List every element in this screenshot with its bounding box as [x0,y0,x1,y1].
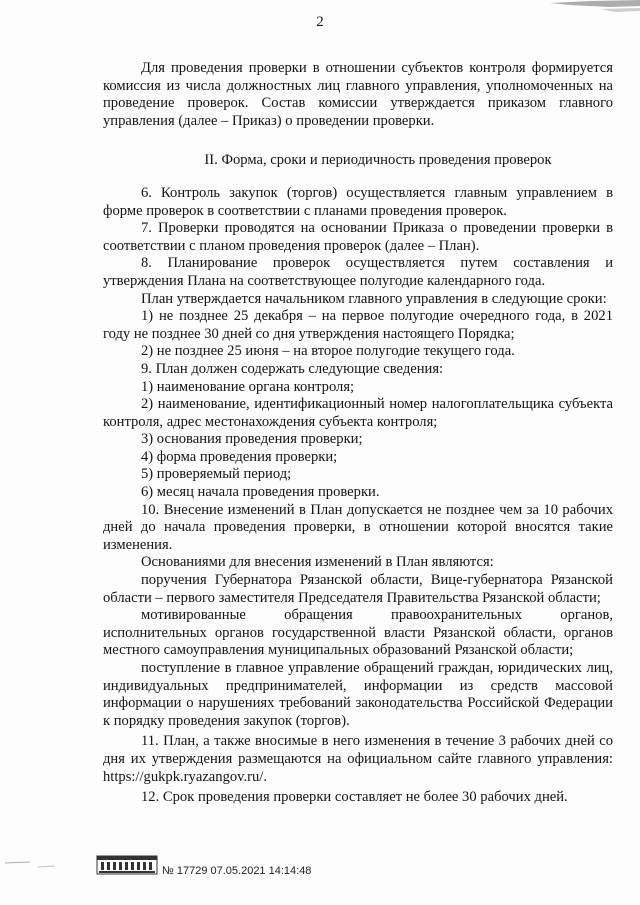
government-building-stamp-icon [96,855,158,875]
paragraph-6: 6. Контроль закупок (торгов) осуществляется главным управлением в форме проверок в соответствии с планами проведения проверок. [103,184,613,219]
list-item-plan-5: 5) проверяемый период; [141,466,292,483]
registration-number: № 17729 07.05.2021 14:14:48 [162,865,312,877]
list-item-plan-1: 1) наименование органа контроля; [141,378,355,395]
list-item-plan-6: 6) месяц начала проведения проверки. [141,484,380,501]
list-item-ground-3: поступление в главное управление обращений граждан, юридических лиц, индивидуальных предпринимателей, информации из средств массовой информации о нарушениях требований законодательства Российской Федерации к порядку проведения закупок (торгов). [103,660,613,729]
list-item-ground-1: поручения Губернатора Рязанской области, Вице-губернатора Рязанской области – первого заместителя Председателя Правительства Рязанской области; [103,572,613,606]
document-body [103,60,613,807]
paragraph-10: 10. Внесение изменений в План допускается не позднее чем за 10 рабочих дней до начала проведения проверки, в отношении которой вносятся такие изменения. [103,501,613,553]
section-heading: II. Форма, сроки и периодичность проведения проверок [204,152,552,169]
paragraph-12: 12. Срок проведения проверки составляет не более 30 рабочих дней. [141,789,568,806]
paragraph-plan-approval: План утверждается начальником главного управления в следующие сроки: [141,290,607,307]
paragraph-commission: Для проведения проверки в отношении субъектов контроля формируется комиссия из числа должностных лиц главного управления, уполномоченных на проведение проверок. Состав комиссии утверждается приказом главного управления (далее – Приказ) о проведении проверки. [103,60,613,129]
list-item-plan-2: 2) наименование, идентификационный номер налогоплательщика субъекта контроля, адрес местонахождения субъекта контроля; [103,396,613,430]
list-item-term-2: 2) не позднее 25 июня – на второе полугодие текущего года. [141,343,515,360]
list-item-term-1: 1) не позднее 25 декабря – на первое полугодие очередного года, в 2021 году не позднее 30 дней со дня утверждения настоящего Порядка; [103,308,613,342]
list-item-plan-4: 4) форма проведения проверки; [141,448,338,465]
scan-artifact-margin [0,835,70,875]
paragraph-11: 11. План, а также вносимые в него изменения в течение 3 рабочих дней со дня их утверждения размещаются на официальном сайте главного управления: https://gukpk.ryazangov.ru/. [103,733,613,785]
footer [96,853,616,883]
paragraph-8: 8. Планирование проверок осуществляется путем составления и утверждения Плана на соответствующее полугодие календарного года. [103,255,613,289]
page-number: 2 [316,14,324,30]
list-item-ground-2: мотивированные обращения правоохранительных органов, исполнительных органов государственной власти Рязанской области, органов местного самоуправления муниципальных образований Рязанской области; [103,607,613,659]
paragraph-change-grounds: Основаниями для внесения изменений в План являются: [141,554,494,571]
list-item-plan-3: 3) основания проведения проверки; [141,431,363,448]
paragraph-9: 9. План должен содержать следующие сведения: [141,360,444,377]
paragraph-7: 7. Проверки проводятся на основании Приказа о проведении проверки в соответствии с планом проведения проверок (далее – План). [103,220,613,254]
